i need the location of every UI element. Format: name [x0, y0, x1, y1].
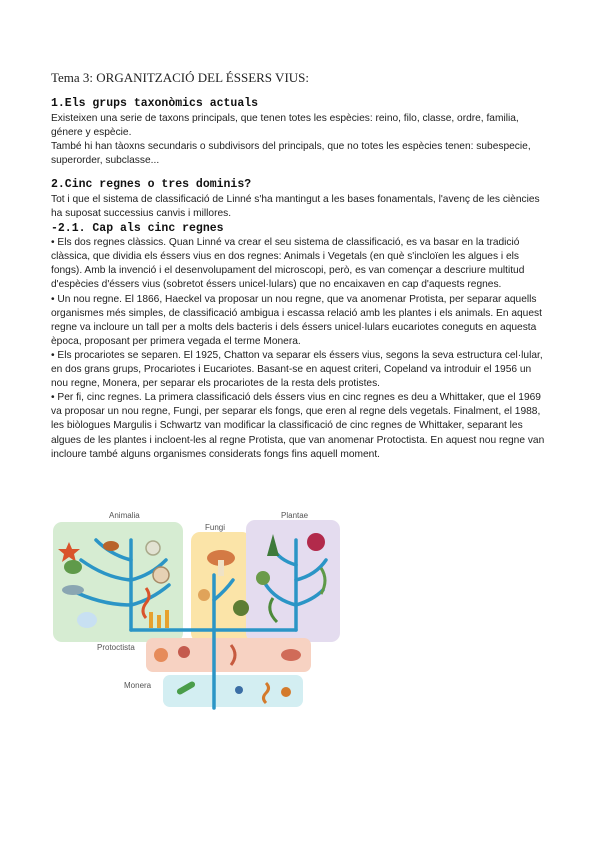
section-1-paragraph-2: També hi han tàoxns secundaris o subdivisors del principals, que no totes les espècies tenen: subespecie, superorder, subclasse...: [51, 141, 531, 167]
fungi-panel: [191, 532, 251, 642]
plantae-label: Plantae: [281, 511, 309, 520]
worm-icon: [146, 541, 160, 555]
amoeba-icon: [154, 648, 168, 662]
section-2-paragraph-1: Tot i que el sistema de classificació de Linné s'ha mantingut a les bases fonamentals, l'avenç de les ciències ha suposat successius canvis i millores.: [51, 194, 540, 220]
lichen-icon: [233, 600, 249, 616]
section-1-paragraph-1: Existeixen una serie de taxons principals, que tenen totes les espècies: reino, filo, classe, ordre, familia, génere y espècie.: [51, 113, 519, 139]
moss-icon: [256, 571, 270, 585]
subsection-2-1-heading: -2.1. Cap als cinc regnes: [51, 222, 224, 236]
frog-icon: [64, 560, 82, 574]
fish-icon: [62, 585, 84, 595]
insect-icon: [103, 541, 119, 551]
fungi-label: Fungi: [205, 523, 226, 532]
bullet-five-kingdoms: • Per fi, cinc regnes. La primera classificació dels éssers vius en cinc regnes es deu a Whittaker, que el 1969 va proposar un nou regne, Fungi, per separar els fongs, que eren al regne dels vegetals. Finalment, el 1988, les biòlogues Margulis i Schwartz van modificar la classificació de cinc regnes de Whittaker, separant les algues de les plantes i incloent-les al regne Protista, que van anomenar Protoctista. En aquest nou regne van incloure també alguns organismes considerats fongs fins aquell moment.: [51, 392, 545, 460]
document-title: Tema 3: ORGANITZACIÓ DEL ÉSSERS VIUS:: [51, 70, 310, 85]
section-2: [51, 178, 551, 462]
animalia-label: Animalia: [109, 511, 140, 520]
jellyfish-icon: [77, 612, 97, 628]
mold-icon: [198, 589, 210, 601]
flower-icon: [307, 533, 325, 551]
sponge-icon: [149, 612, 153, 628]
five-kingdoms-diagram: [51, 511, 351, 720]
snail-icon: [153, 567, 169, 583]
coccus-icon: [235, 686, 243, 694]
bullet-new-kingdom: • Un nou regne. El 1866, Haeckel va proposar un nou regne, que va anomenar Protista, per separar aquells organismes més simples, de classificació ambigua i escassa relació amb les plantes i els animals. En aquest regne va incloure un tall per a molts dels bacteris i dels éssers unicel·lulars eucariotes coneguts en aquesta època, proposant per primera vegada el terme Monera.: [51, 293, 542, 347]
protozoa-icon: [281, 649, 301, 661]
section-2-heading: 2.Cinc regnes o tres dominis?: [51, 178, 252, 191]
bullet-two-kingdoms: • Els dos regnes clàssics. Quan Linné va crear el seu sistema de classificació, es va basar en la tradició clàssica, que dividia els éssers vius en dos regnes: Animals i Vegetals (en què s'incloïen les algues i els fongs). Amb la invenció i el desenvolupament del microscopi, però, es van començar a descriure multitud d'espècies d'éssers vius (sobretot éssers unicel·lulars) que no encaixaven en cap d'aquests regnes.: [51, 237, 525, 291]
bullet-prokaryotes: • Els procariotes se separen. El 1925, Chatton va separar els éssers vius, segons la seva estructura cel·lular, en dos grans grups, Procariotes i Eucariotes. Basant-se en aquest criteri, Copeland va introduir el 1956 un nou regne, Monera, per separar els procariotes de la resta dels protistes.: [51, 349, 543, 390]
section-1-heading: 1.Els grups taxonòmics actuals: [51, 97, 259, 110]
protoctista-label: Protoctista: [97, 643, 135, 652]
section-1: [51, 97, 551, 168]
monera-label: Monera: [124, 681, 152, 690]
five-kingdoms-figure: [51, 511, 351, 720]
